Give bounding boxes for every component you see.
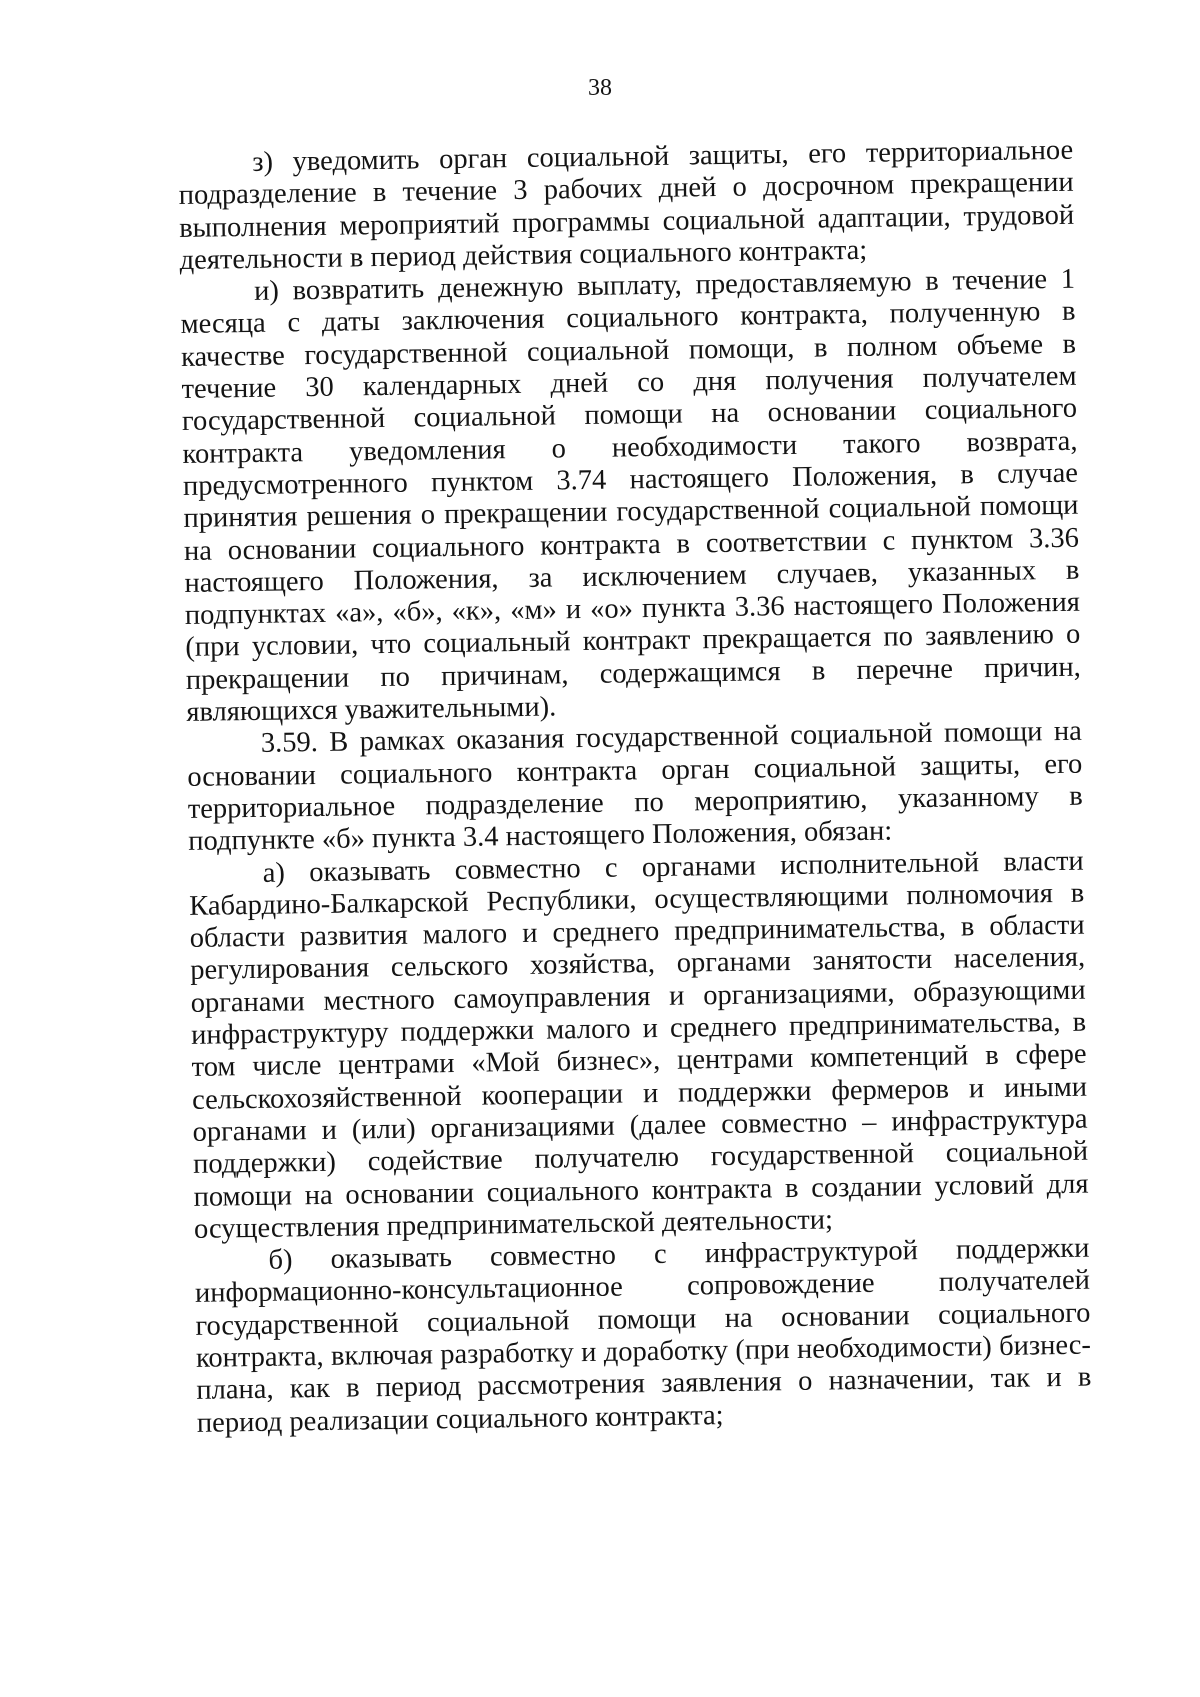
paragraph-subitem-i: и) возвратить денежную выплату, предоставляемую в течение 1 месяца с даты заключения социального контракта, полученную в качестве государственной социальной помощи, в полном объеме в течение 30 календарных дней со дня получения получателем государственной социальной помощи на основании социального контракта уведомления о необходимости такого возврата, предусмотренного пунктом 3.74 настоящего Положения, в случае принятия решения о прекращении государственной социальной помощи на основании социального контракта в соответствии с пунктом 3.36 настоящего Положения, за исключением случаев, указанных в подпунктах «а», «б», «к», «м» и «о» пункта 3.36 настоящего Положения (при условии, что социальный контракт прекращается по заявлению о прекращении по причинам, содержащимся в перечне причин, являющихся уважительными). [180, 263, 1082, 728]
paragraph-subitem-a: а) оказывать совместно с органами исполнительной власти Кабардино-Балкарской Республики, осуществляющими полномочия в области развития малого и среднего предпринимательства, в области регулирования сельского хозяйства, органами занятости населения, органами местного самоуправления и организациями, образующими инфраструктуру поддержки малого и среднего предпринимательства, в том числе центрами «Мой бизнес», центрами компетенций в сфере сельскохозяйственной кооперации и поддержки фермеров и иными органами и (или) организациями (далее совместно – инфраструктура поддержки) содействие получателю государственной социальной помощи на основании социального контракта в создании условий для осуществления предпринимательской деятельности; [189, 845, 1089, 1245]
paragraph-subitem-b: б) оказывать совместно с инфраструктурой поддержки информационно-консультационное сопровождение получателей государственной социальной помощи на основании социального контракта, включая разработку и доработку (при необходимости) бизнес-плана, как в период рассмотрения заявления о назначении, так и в период реализации социального контракта; [194, 1232, 1092, 1439]
paragraph-clause-3-59: 3.59. В рамках оказания государственной социальной помощи на основании социального контракта орган социальной защиты, его территориальное подразделение по мероприятию, указанному в подпункте «б» пункта 3.4 настоящего Положения, обязан: [187, 716, 1083, 858]
document-body [178, 135, 1092, 1440]
paragraph-subitem-z: з) уведомить орган социальной защиты, его территориальное подразделение в течение 3 рабочих дней о досрочном прекращении выполнения мероприятий программы социальной адаптации, трудовой деятельности в период действия социального контракта; [178, 134, 1075, 276]
page-number: 38 [588, 75, 612, 101]
